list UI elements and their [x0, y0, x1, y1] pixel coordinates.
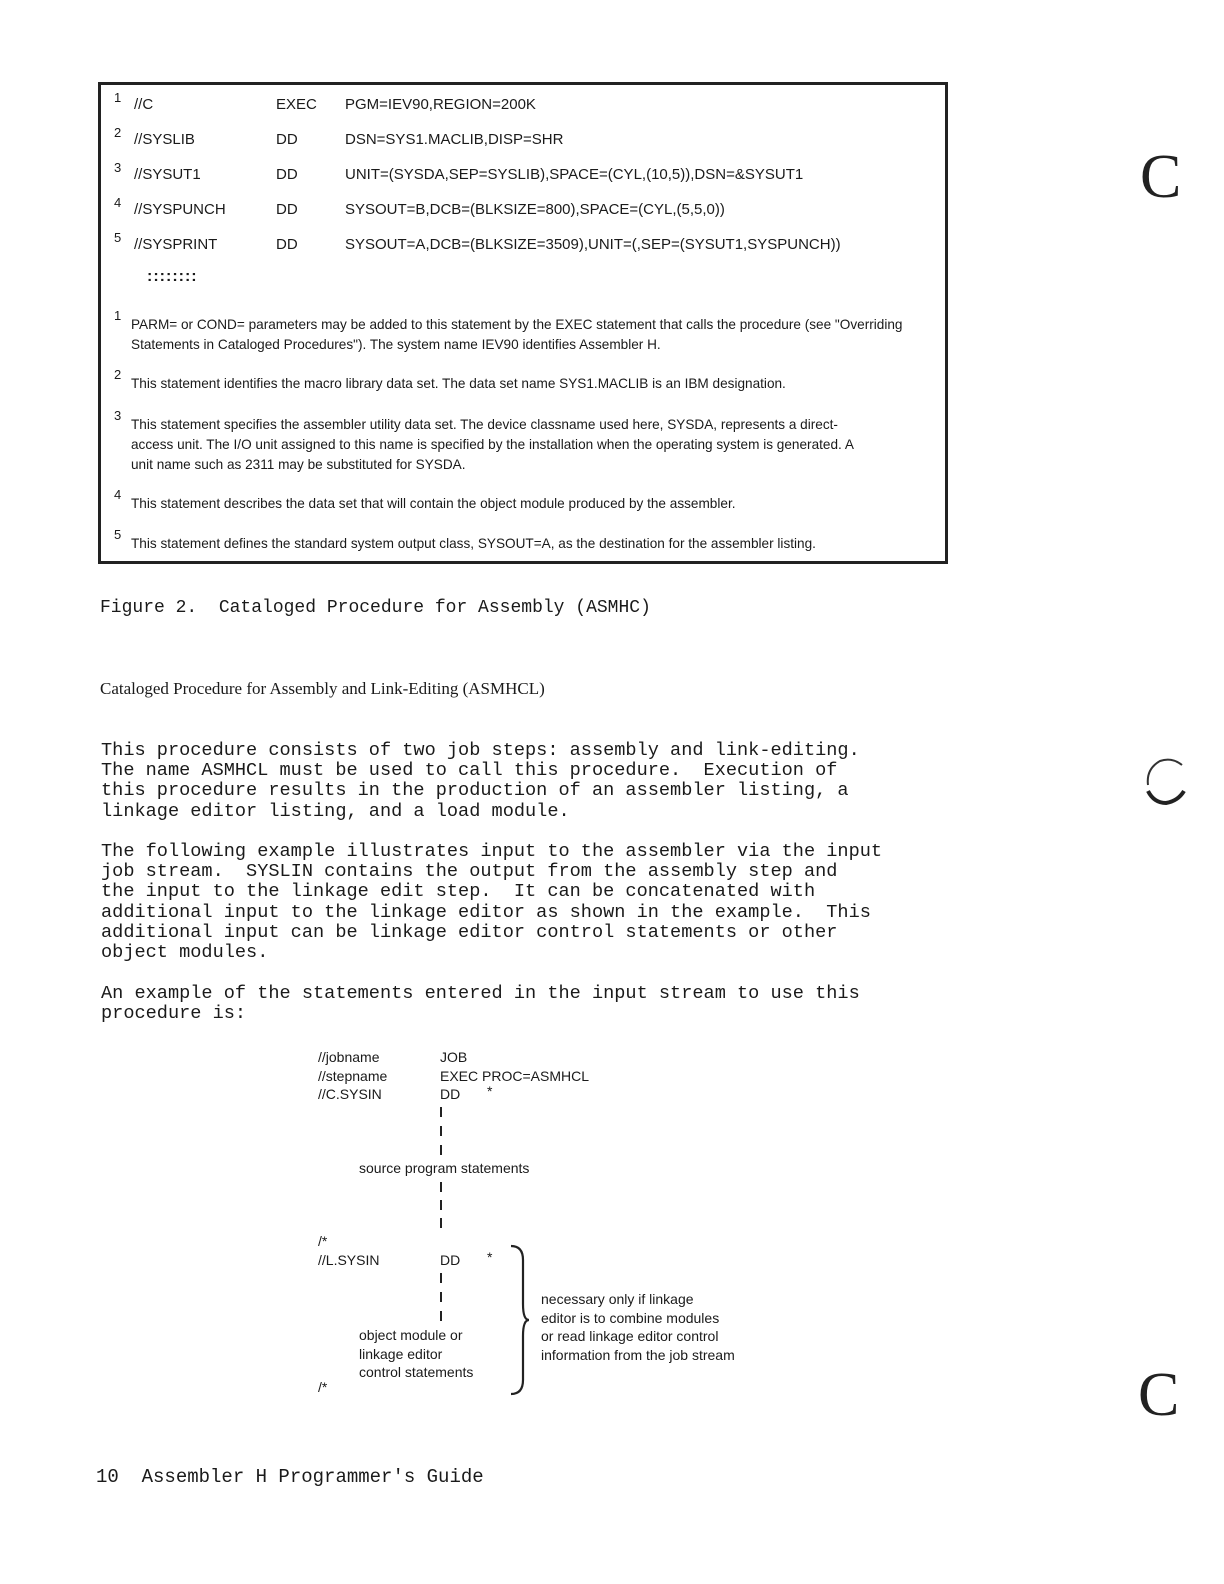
statement-number: 1: [114, 90, 122, 105]
vertical-dot: [440, 1107, 442, 1117]
statement-number: 3: [114, 160, 122, 175]
note-number: 4: [114, 487, 122, 502]
stepname-label: //stepname: [318, 1068, 388, 1084]
statement-name: //SYSPUNCH: [134, 201, 226, 218]
vertical-dot: [440, 1311, 442, 1321]
figure-caption: Figure 2. Cataloged Procedure for Assembly (ASMHC): [100, 598, 651, 618]
vertical-dot: [440, 1218, 442, 1228]
page-footer: 10 Assembler H Programmer's Guide: [96, 1466, 484, 1488]
c-sysin-label: //C.SYSIN: [318, 1086, 382, 1102]
l-sysin-label: //L.SYSIN: [318, 1252, 380, 1268]
note-number: 2: [114, 367, 122, 382]
statement-number: 5: [114, 230, 122, 245]
source-program-label: source program statements: [359, 1160, 530, 1176]
statement-number: 4: [114, 195, 122, 210]
statement-name: //C: [134, 96, 154, 113]
statement-name: //SYSLIB: [134, 131, 195, 148]
delimiter: /*: [318, 1233, 328, 1249]
paragraph-3: An example of the statements entered in the input stream to use this procedure is:: [101, 983, 860, 1025]
note-number: 1: [114, 308, 122, 323]
statement-operation: DD: [276, 236, 298, 253]
punch-hole-mark: [1142, 755, 1190, 811]
statement-operand: DSN=SYS1.MACLIB,DISP=SHR: [345, 131, 564, 148]
continuation-marks: ::::::::: [147, 268, 198, 285]
note-text: This statement identifies the macro library data set. The data set name SYS1.MACLIB is an IBM designation.: [131, 376, 786, 391]
punch-hole-mark: C: [1138, 1361, 1180, 1429]
statement-number: 2: [114, 125, 122, 140]
asterisk: *: [487, 1083, 493, 1099]
statement-operand: PGM=IEV90,REGION=200K: [345, 96, 536, 113]
paragraph-2: The following example illustrates input to the assembler via the input job stream. SYSLIN contains the output from the assembly step and the input to the linkage edit step. It can be concatenated with additional input to the linkage editor as shown in the example. This additional input can be linkage editor control statements or other object modules.: [101, 841, 883, 964]
statement-operand: SYSOUT=B,DCB=(BLKSIZE=800),SPACE=(CYL,(5,5,0)): [345, 201, 725, 218]
statement-operation: DD: [276, 166, 298, 183]
right-brace-icon: [508, 1244, 532, 1396]
statement-operand: SYSOUT=A,DCB=(BLKSIZE=3509),UNIT=(,SEP=(SYSUT1,SYSPUNCH)): [345, 236, 841, 253]
note-text: This statement describes the data set that will contain the object module produced by the assembler.: [131, 496, 736, 511]
statement-operand: UNIT=(SYSDA,SEP=SYSLIB),SPACE=(CYL,(10,5)),DSN=&SYSUT1: [345, 166, 804, 183]
vertical-dot: [440, 1145, 442, 1155]
asterisk: *: [487, 1249, 493, 1265]
section-heading: Cataloged Procedure for Assembly and Link-Editing (ASMHCL): [100, 679, 545, 698]
statement-name: //SYSUT1: [134, 166, 201, 183]
dd-keyword: DD: [440, 1086, 461, 1102]
object-module-label: object module or linkage editor control statements: [359, 1327, 474, 1380]
vertical-dot: [440, 1182, 442, 1192]
note-number: 5: [114, 527, 122, 542]
note-text: This statement defines the standard system output class, SYSOUT=A, as the destination for the assembler listing.: [131, 536, 816, 551]
exec-statement: EXEC PROC=ASMHCL: [440, 1068, 589, 1084]
paragraph-1: This procedure consists of two job steps: assembly and link-editing. The name ASMHCL must be used to call this procedure. Execution of this procedure results in the production of an assembler listing, a linkage editor listing, and a load module.: [101, 740, 860, 822]
note-text: PARM= or COND= parameters may be added to this statement by the EXEC statement that calls the procedure (see "Overriding Statements in Cataloged Procedures"). The system name IEV90 identifies Assembler H.: [131, 317, 903, 352]
jobname-label: //jobname: [318, 1049, 380, 1065]
note-text: This statement specifies the assembler utility data set. The device classname used here, SYSDA, represents a direct-access unit. The I/O unit assigned to this name is specified by the installation when the operating system is generated. A unit name such as 2311 may be substituted for SYSDA.: [131, 417, 854, 472]
vertical-dot: [440, 1273, 442, 1283]
brace-note: necessary only if linkage editor is to combine modules or read linkage editor control information from the job stream: [541, 1291, 735, 1363]
note-number: 3: [114, 408, 122, 423]
vertical-dot: [440, 1126, 442, 1136]
statement-operation: EXEC: [276, 96, 317, 113]
punch-hole-mark: C: [1140, 143, 1182, 211]
delimiter: /*: [318, 1379, 328, 1395]
vertical-dot: [440, 1292, 442, 1302]
statement-name: //SYSPRINT: [134, 236, 218, 253]
dd-keyword: DD: [440, 1252, 461, 1268]
vertical-dot: [440, 1200, 442, 1210]
job-keyword: JOB: [440, 1049, 468, 1065]
statement-operation: DD: [276, 201, 298, 218]
statement-operation: DD: [276, 131, 298, 148]
